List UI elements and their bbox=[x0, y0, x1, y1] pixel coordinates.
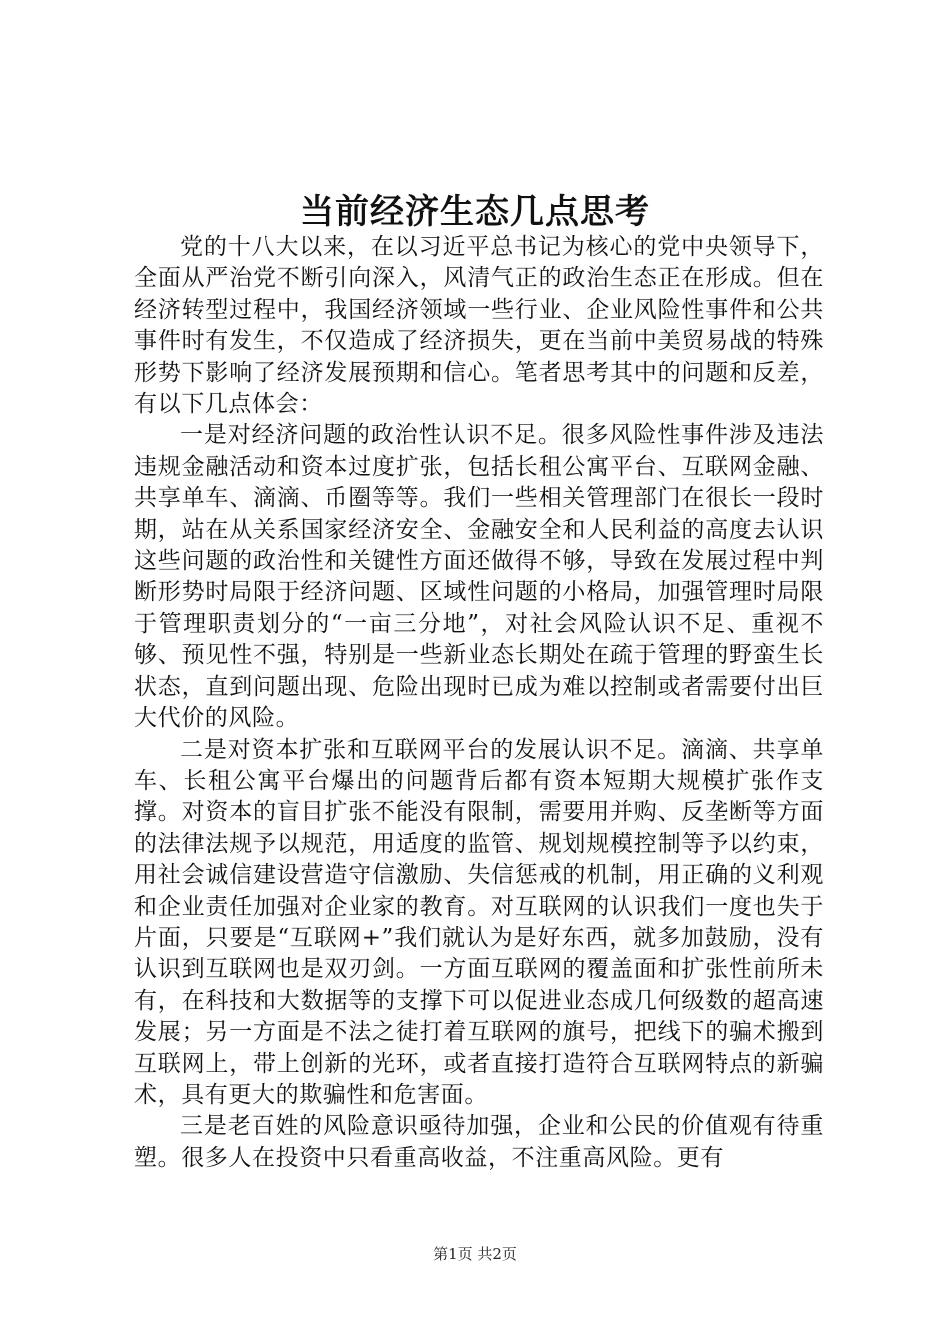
paragraph-point-three: 三是老百姓的风险意识亟待加强，企业和公民的价值观有待重塑。很多人在投资中只看重高收益，不注重高风险。更有 bbox=[134, 1113, 824, 1171]
document-title: 当前经济生态几点思考 bbox=[300, 192, 650, 232]
page-footer: 第1页 共2页 bbox=[433, 1245, 517, 1263]
document-body bbox=[134, 232, 824, 1174]
paragraph-intro: 党的十八大以来，在以习近平总书记为核心的党中央领导下，全面从严治党不断引向深入，风清气正的政治生态正在形成。但在经济转型过程中，我国经济领域一些行业、企业风险性事件和公共事件时有发生，不仅造成了经济损失，更在当前中美贸易战的特殊形势下影响了经济发展预期和信心。笔者思考其中的问题和反差，有以下几点体会： bbox=[134, 234, 824, 418]
paragraph-point-one: 一是对经济问题的政治性认识不足。很多风险性事件涉及违法违规金融活动和资本过度扩张，包括长租公寓平台、互联网金融、共享单车、滴滴、币圈等等。我们一些相关管理部门在很长一段时期，站在从关系国家经济安全、金融安全和人民利益的高度去认识这些问题的政治性和关键性方面还做得不够，导致在发展过程中判断形势时局限于经济问题、区域性问题的小格局，加强管理时局限于管理职责划分的“一亩三分地”，对社会风险认识不足、重视不够、预见性不强，特别是一些新业态长期处在疏于管理的野蛮生长状态，直到问题出现、危险出现时已成为难以控制或者需要付出巨大代价的风险。 bbox=[134, 422, 824, 732]
paragraph-point-two: 二是对资本扩张和互联网平台的发展认识不足。滴滴、共享单车、长租公寓平台爆出的问题背后都有资本短期大规模扩张作支撑。对资本的盲目扩张不能没有限制，需要用并购、反垄断等方面的法律法规予以规范，用适度的监管、规划规模控制等予以约束，用社会诚信建设营造守信激励、失信惩戒的机制，用正确的义利观和企业责任加强对企业家的教育。对互联网的认识我们一度也失于片面，只要是“互联网+”我们就认为是好东西，就多加鼓励，没有认识到互联网也是双刃剑。一方面互联网的覆盖面和扩张性前所未有，在科技和大数据等的支撑下可以促进业态成几何级数的超高速发展；另一方面是不法之徒打着互联网的旗号，把线下的骗术搬到互联网上，带上创新的光环，或者直接打造符合互联网特点的新骗术，具有更大的欺骗性和危害面。 bbox=[134, 736, 824, 1108]
